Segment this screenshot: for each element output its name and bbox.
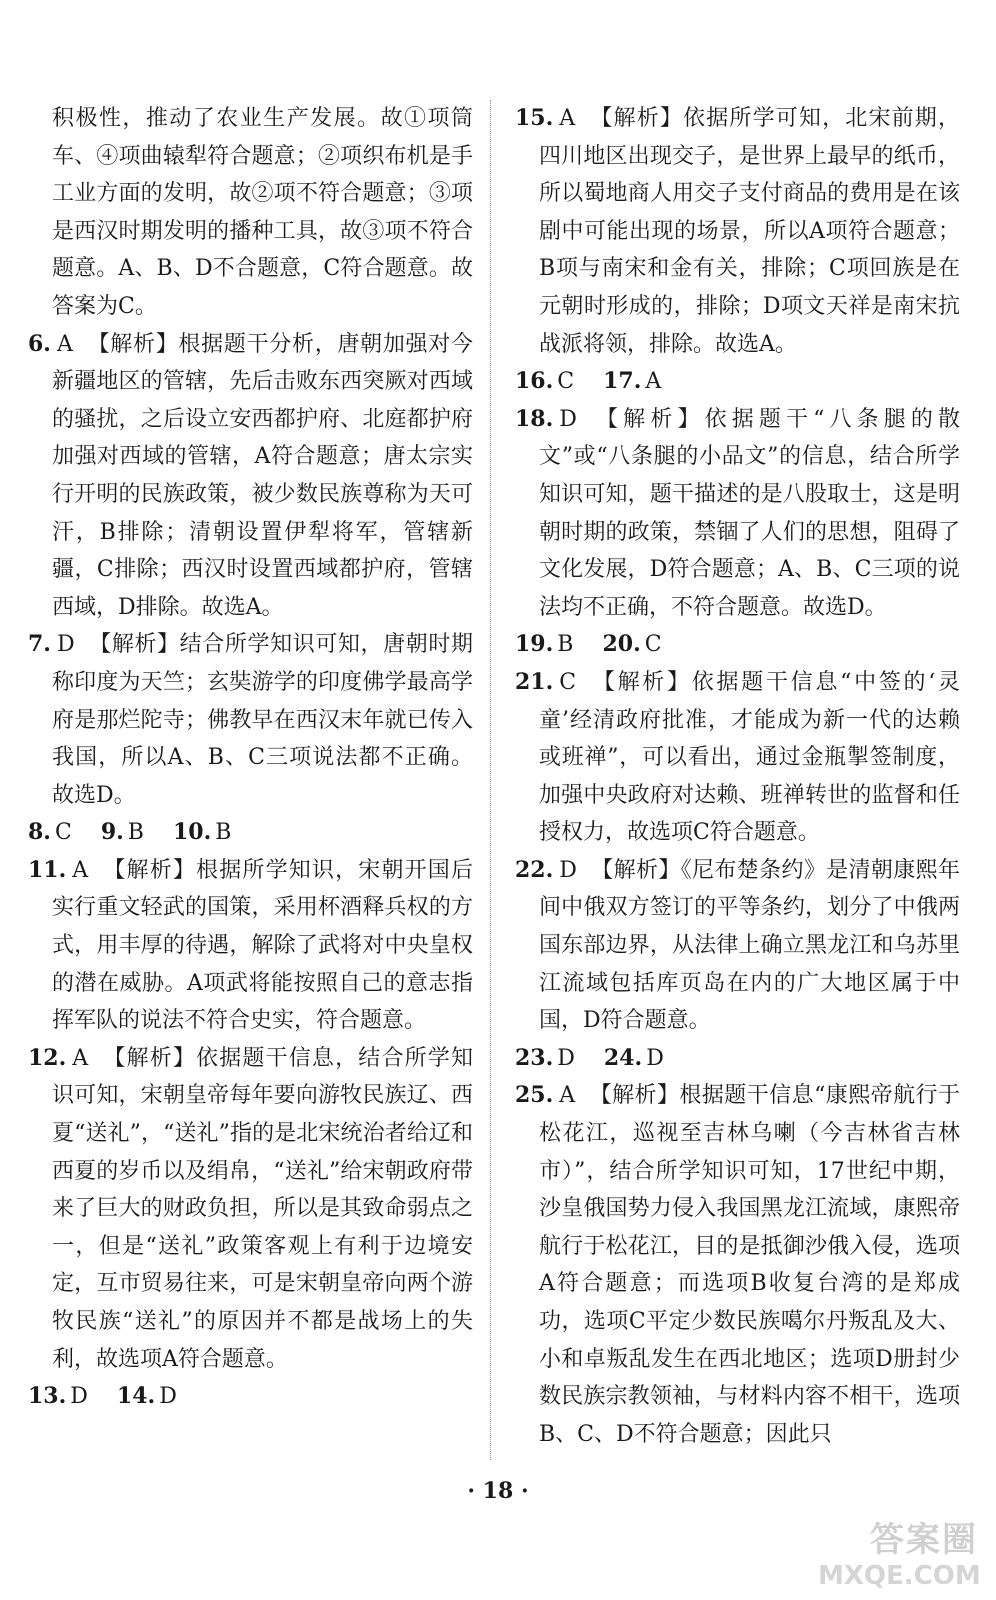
question-number: 7.: [28, 631, 51, 658]
question-number: 15.: [515, 105, 554, 131]
question-number: 12.: [28, 1044, 67, 1071]
answer-pair: 17. A: [603, 368, 662, 395]
question-number: 18.: [515, 405, 554, 432]
answer-letter: D: [559, 406, 577, 432]
explanation-text: 【解析】依据题干信息“中签的‘灵童’经清政府批准，才能成为新一代的达赖或班禅”，可以看出，通过金瓶掣签制度，加强中央政府对达赖、班禅转世的监督和任授权力，故选项C符合题意。: [539, 669, 960, 846]
question-15: [515, 100, 960, 363]
answers-8-to-10: [28, 814, 473, 852]
question-7: [28, 626, 473, 814]
answer-pair: 23. D: [515, 1044, 575, 1071]
right-column: [515, 100, 960, 1453]
left-column: [28, 100, 473, 1416]
question-number: 11.: [28, 856, 67, 883]
site-watermark: [818, 1512, 981, 1592]
watermark-url: MXQE.COM: [818, 1561, 981, 1591]
explanation-text: 【解析】依据所学可知，北宋前期，四川地区出现交子，是世界上最早的纸币，所以蜀地商人用交子支付商品的费用是在该剧中可能出现的场景，所以A项符合题意；B项与南宋和金有关，排除；C项回族是在元朝时形成的，排除；D项文天祥是南宋抗战派将领，排除。故选A。: [539, 106, 960, 357]
answer-pair: 24. D: [603, 1044, 664, 1071]
question-6: [28, 326, 473, 627]
explanation-text: 【解析】结合所学知识可知，唐朝时期称印度为天竺；玄奘游学的印度佛学最高学府是那烂陀寺；佛教早在西汉末年就已传入我国，所以A、B、C三项说法都不正确。故选D。: [52, 632, 473, 808]
answers-16-to-17: [515, 363, 960, 401]
answer-pair: 14. D: [116, 1383, 177, 1410]
question-number: 6.: [28, 330, 51, 357]
answer-letter: C: [559, 669, 577, 695]
continued-explanation: 积极性，推动了农业生产发展。故①项筒车、④项曲辕犁符合题意；②项织布机是手工业方面的发明，故②项不符合题意；③项是西汉时期发明的播种工具，故③项不符合题意。A、B、D不合题意，C符合题意。故答案为C。: [52, 106, 473, 319]
answer-letter: A: [559, 106, 576, 131]
question-22: [515, 852, 960, 1040]
explanation-text: 【解析】《尼布楚条约》是清朝康熙年间中俄双方签订的平等条约，划分了中俄两国东部边界，从法律上确立黑龙江和乌苏里江流域包括库页岛在内的广大地区属于中国，D符合题意。: [539, 857, 960, 1034]
question-11: [28, 852, 473, 1040]
question-12: [28, 1040, 473, 1378]
page-number: · 18 ·: [467, 1478, 529, 1504]
answer-pair: 9. B: [100, 819, 144, 846]
watermark-logo-text: 答案圈: [870, 1520, 978, 1560]
explanation-text: 【解析】根据题干信息“康熙帝航行于松花江，巡视至吉林乌喇（今吉林省吉林市）”，结合所学知识可知，17世纪中期，沙皇俄国势力侵入我国黑龙江流域，康熙帝航行于松花江，目的是抵御沙俄入侵，选项A符合题意；而选项B收复台湾的是郑成功，选项C平定少数民族噶尔丹叛乱及大、小和卓叛乱发生在西北地区；选项D册封少数民族宗教领袖，与材料内容不相干，选项B、C、D不符合题意；因此只: [539, 1083, 960, 1447]
answers-19-to-20: [515, 626, 960, 664]
answer-pair: 16. C: [515, 368, 575, 395]
question-25: [515, 1077, 960, 1453]
column-divider: [490, 100, 491, 1460]
explanation-text: 【解析】依据题干信息，结合所学知识可知，宋朝皇帝每年要向游牧民族辽、西夏“送礼”，“送礼”指的是北宋统治者给辽和西夏的岁币以及绢帛，“送礼”给宋朝政府带来了巨大的财政负担，所以是其致命弱点之一，但是“送礼”政策客观上有利于边境安定，互市贸易往来，可是宋朝皇帝向两个游牧民族“送礼”的原因并不都是战场上的失利，故选项A符合题意。: [52, 1045, 473, 1372]
answer-letter: D: [559, 857, 577, 883]
answer-pair: 19. B: [515, 631, 574, 658]
answer-pair: 20. C: [602, 631, 662, 658]
answer-letter: A: [72, 857, 89, 883]
answers-23-to-24: [515, 1040, 960, 1078]
answers-13-to-14: [28, 1378, 473, 1416]
question-21: [515, 664, 960, 852]
answer-letter: A: [559, 1083, 576, 1109]
question-18: [515, 401, 960, 627]
explanation-text: 【解析】根据题干分析，唐朝加强对今新疆地区的管辖，先后击败东西突厥对西域的骚扰，之后设立安西都护府、北庭都护府加强对西域的管辖，A符合题意；唐太宗实行开明的民族政策，被少数民族尊称为天可汗，B排除；清朝设置伊犁将军，管辖新疆，C排除；西汉时设置西域都护府，管辖西域，D排除。故选A。: [52, 331, 473, 620]
answer-pair: 10. B: [172, 819, 232, 846]
question-number: 21.: [515, 668, 554, 695]
question-number: 25.: [515, 1082, 554, 1109]
answer-letter: A: [56, 331, 73, 357]
question-number: 22.: [515, 856, 554, 883]
answer-letter: A: [72, 1045, 89, 1071]
explanation-text: 【解析】根据所学知识，宋朝开国后实行重文轻武的国策，采用杯酒释兵权的方式，用丰厚的待遇，解除了武将对中央皇权的潜在威胁。A项武将能按照自己的意志指挥军队的说法不符合史实，符合题意。: [52, 857, 473, 1034]
answer-pair: 8. C: [28, 819, 72, 846]
explanation-text: 【解析】依据题干“八条腿的散文”或“八条腿的小品文”的信息，结合所学知识可知，题干描述的是八股取士，这是明朝时期的政策，禁锢了人们的思想，阻碍了文化发展，D符合题意；A、B、C三项的说法均不正确，不符合题意。故选D。: [539, 406, 960, 620]
answer-pair: 13. D: [28, 1383, 88, 1410]
answer-letter: D: [56, 632, 75, 658]
